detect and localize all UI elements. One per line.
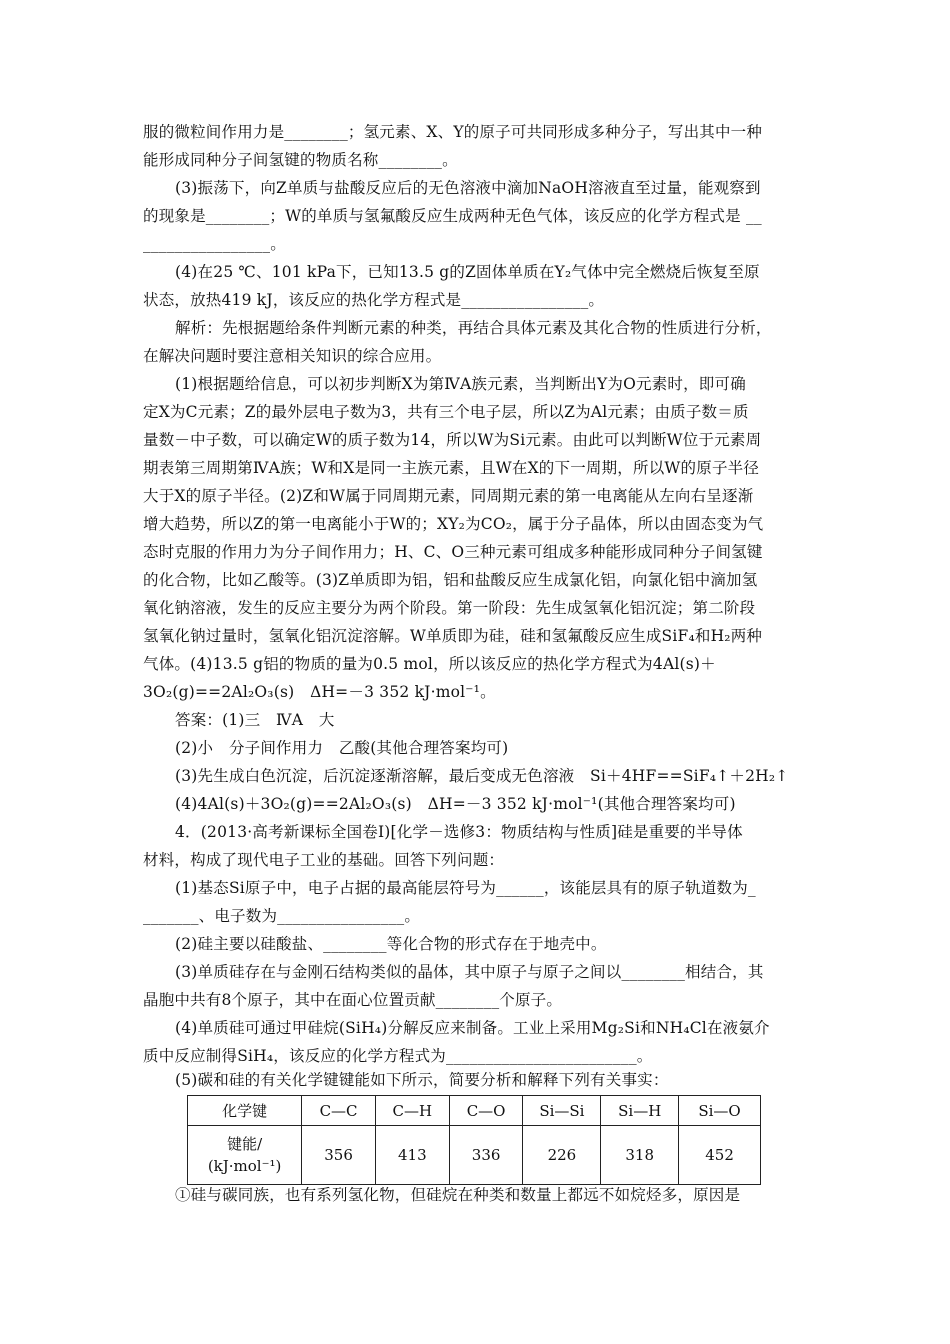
table-header-row (188, 1096, 761, 1126)
text-line: 量数－中子数，可以确定W的质子数为14，所以W为Si元素。由此可以判断W位于元素周 (143, 431, 762, 449)
text-line: (1)基态Si原子中，电子占据的最高能层符号为______，该能层具有的原子轨道数为_ (175, 879, 756, 897)
text-line: ________________。 (143, 235, 286, 253)
text-line: 解析：先根据题给条件判断元素的种类，再结合具体元素及其化合物的性质进行分析， (175, 319, 772, 337)
text-line: 氧化钠溶液，发生的反应主要分为两个阶段。第一阶段：先生成氢氧化铝沉淀；第二阶段 (143, 599, 756, 617)
table-header-cell: C—C (302, 1096, 376, 1126)
row-label-unit: (kJ·mol⁻¹) (207, 1157, 282, 1175)
bond-energy-table (187, 1095, 761, 1185)
table-cell: 318 (601, 1126, 679, 1185)
table-cell: 452 (679, 1126, 761, 1185)
text-line: 能形成同种分子间氢键的物质名称________。 (143, 151, 458, 169)
text-line: 气体。(4)13.5 g铝的物质的量为0.5 mol，所以该反应的热化学方程式为4Al(s)＋ (143, 655, 716, 673)
table-cell: 356 (302, 1126, 376, 1185)
text-line: 的化合物，比如乙酸等。(3)Z单质即为铝，铝和盐酸反应生成氯化铝，向氯化铝中滴加氢 (143, 571, 758, 589)
table-header-cell: Si—Si (523, 1096, 601, 1126)
question-title: 4．(2013·高考新课标全国卷Ⅰ)[化学－选修3：物质结构与性质]硅是重要的半导体 (175, 823, 743, 841)
text-line: (1)根据题给信息，可以初步判断X为第ⅣA族元素，当判断出Y为O元素时，即可确 (175, 375, 746, 393)
text-line: 3O₂(g)==2Al₂O₃(s) ΔH=－3 352 kJ·mol⁻¹。 (143, 683, 496, 701)
text-line: (3)振荡下，向Z单质与盐酸反应后的无色溶液中滴加NaOH溶液直至过量，能观察到 (175, 179, 761, 197)
text-line: (4)单质硅可通过甲硅烷(SiH₄)分解反应来制备。工业上采用Mg₂Si和NH₄Cl在液氨介 (175, 1019, 770, 1037)
table-header-cell: Si—H (601, 1096, 679, 1126)
table-cell: 226 (523, 1126, 601, 1185)
text-line: 态时克服的作用力为分子间作用力；H、C、O三种元素可组成多种能形成同种分子间氢键 (143, 543, 763, 561)
table-header-cell: 化学键 (188, 1096, 302, 1126)
table-header-cell: C—O (449, 1096, 523, 1126)
table-cell: 336 (449, 1126, 523, 1185)
table-row (188, 1126, 761, 1185)
text-line: 增大趋势，所以Z的第一电离能小于W的；XY₂为CO₂，属于分子晶体，所以由固态变为气 (143, 515, 764, 533)
text-line: 材料，构成了现代电子工业的基础。回答下列问题： (143, 851, 505, 869)
text-line: (4)在25 ℃、101 kPa下，已知13.5 g的Z固体单质在Y₂气体中完全燃烧后恢复至原 (175, 263, 760, 281)
text-line: 氢氧化钠过量时，氢氧化铝沉淀溶解。W单质即为硅，硅和氢氟酸反应生成SiF₄和H₂两种 (143, 627, 763, 645)
text-line: 的现象是________；W的单质与氢氟酸反应生成两种无色气体，该反应的化学方程式是 __ (143, 207, 762, 225)
table-cell: 413 (375, 1126, 449, 1185)
text-line: (5)碳和硅的有关化学键键能如下所示，简要分析和解释下列有关事实： (175, 1071, 669, 1089)
text-line: 期表第三周期第ⅣA族；W和X是同一主族元素，且W在X的下一周期，所以W的原子半径 (143, 459, 760, 477)
text-line: (2)硅主要以硅酸盐、________等化合物的形式存在于地壳中。 (175, 935, 607, 953)
answer-line: 答案：(1)三 ⅣA 大 (175, 711, 335, 729)
text-line: 质中反应制得SiH₄，该反应的化学方程式为________________________。 (143, 1047, 653, 1065)
table-header-cell: C—H (375, 1096, 449, 1126)
answer-line: (3)先生成白色沉淀，后沉淀逐渐溶解，最后变成无色溶液 Si＋4HF==SiF₄↑＋2H₂↑ (175, 767, 789, 785)
text-line: ①硅与碳同族，也有系列氢化物，但硅烷在种类和数量上都远不如烷烃多，原因是 (175, 1186, 741, 1204)
text-line: _______、电子数为________________。 (143, 907, 421, 925)
answer-line: (4)4Al(s)＋3O₂(g)==2Al₂O₃(s) ΔH=－3 352 kJ·mol⁻¹(其他合理答案均可) (175, 795, 736, 813)
text-line: 定X为C元素；Z的最外层电子数为3，共有三个电子层，所以Z为Al元素；由质子数＝质 (143, 403, 749, 421)
text-line: 状态，放热419 kJ，该反应的热化学方程式是________________。 (143, 291, 605, 309)
text-line: 服的微粒间作用力是________；氢元素、X、Y的原子可共同形成多种分子，写出其中一种 (143, 123, 763, 141)
text-line: 晶胞中共有8个原子，其中在面心位置贡献________个原子。 (143, 991, 563, 1009)
text-line: (3)单质硅存在与金刚石结构类似的晶体，其中原子与原子之间以________相结合，其 (175, 963, 764, 981)
text-line: 大于X的原子半径。(2)Z和W属于同周期元素，同周期元素的第一电离能从左向右呈逐渐 (143, 487, 754, 505)
table-row-label (188, 1126, 302, 1185)
answer-line: (2)小 分子间作用力 乙酸(其他合理答案均可) (175, 739, 509, 757)
table-header-cell: Si—O (679, 1096, 761, 1126)
text-line: 在解决问题时要注意相关知识的综合应用。 (143, 347, 442, 365)
row-label-line: 键能/ (227, 1135, 263, 1153)
